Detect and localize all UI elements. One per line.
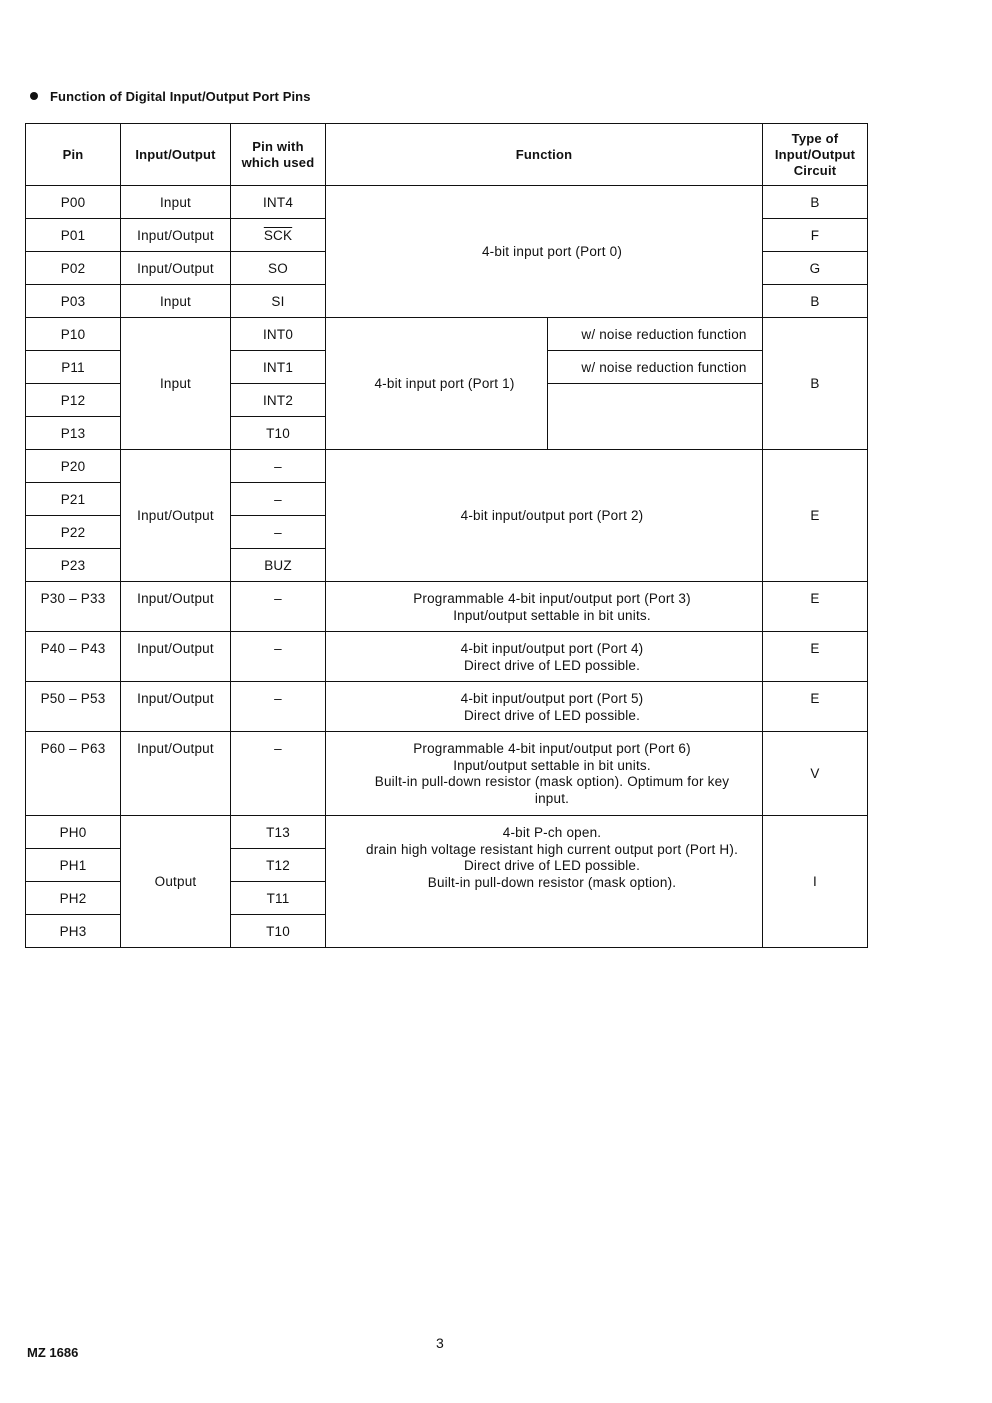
- type-cell: E: [763, 682, 868, 732]
- pin-cell: P12: [26, 384, 121, 417]
- function-cell: 4-bit P-ch open. drain high voltage resistant high current output port (Port H). Direct drive of LED possible. Built-in pull-down resistor (mask option).: [326, 816, 763, 948]
- section-heading: [30, 89, 311, 104]
- pin-cell: P22: [26, 516, 121, 549]
- io-cell: Input/Output: [121, 450, 231, 582]
- pin-with-cell: T12: [231, 849, 326, 882]
- pin-cell: P30 – P33: [26, 582, 121, 632]
- type-cell: G: [763, 252, 868, 285]
- function-cell: Programmable 4-bit input/output port (Port 3) Input/output settable in bit units.: [326, 582, 763, 632]
- page-number: 3: [436, 1335, 444, 1351]
- type-cell: B: [763, 318, 868, 450]
- col-header-io: Input/Output: [121, 124, 231, 186]
- pin-with-cell: –: [231, 632, 326, 682]
- col-header-pin: Pin: [26, 124, 121, 186]
- pin-cell: P50 – P53: [26, 682, 121, 732]
- pin-with-cell: INT4: [231, 186, 326, 219]
- pin-cell: P01: [26, 219, 121, 252]
- pin-cell: P13: [26, 417, 121, 450]
- pin-with-cell: [231, 219, 326, 252]
- io-cell: Output: [121, 816, 231, 948]
- pin-with-cell: –: [231, 450, 326, 483]
- pin-with-cell: INT0: [231, 318, 326, 351]
- pin-with-cell: BUZ: [231, 549, 326, 582]
- pin-with-cell: T13: [231, 816, 326, 849]
- io-cell: Input/Output: [121, 632, 231, 682]
- noise-reduction-note: w/ noise reduction function: [548, 351, 763, 384]
- function-cell: 4-bit input/output port (Port 2): [326, 450, 763, 582]
- pin-with-cell: INT2: [231, 384, 326, 417]
- pin-with-cell: T11: [231, 882, 326, 915]
- type-cell: E: [763, 632, 868, 682]
- noise-reduction-note: w/ noise reduction function: [548, 318, 763, 351]
- function-cell: 4-bit input port (Port 1): [326, 318, 548, 450]
- io-cell: Input/Output: [121, 732, 231, 816]
- pin-cell: P11: [26, 351, 121, 384]
- bullet-icon: [30, 92, 38, 100]
- function-cell: Programmable 4-bit input/output port (Port 6) Input/output settable in bit units. Built-in pull-down resistor (mask option). Optimum for key input.: [326, 732, 763, 816]
- io-cell: Input: [121, 285, 231, 318]
- type-cell: B: [763, 186, 868, 219]
- pin-with-cell: T10: [231, 915, 326, 948]
- blank-note-cell: [548, 384, 763, 450]
- pin-cell: PH2: [26, 882, 121, 915]
- io-cell: Input: [121, 318, 231, 450]
- pin-cell: P10: [26, 318, 121, 351]
- col-header-type: Type of Input/Output Circuit: [763, 124, 868, 186]
- table-row: [26, 816, 868, 849]
- table-row: [26, 682, 868, 732]
- pin-cell: PH3: [26, 915, 121, 948]
- pin-with-overlined: $\overline{SCK}$: [263, 227, 293, 243]
- pin-with-cell: T10: [231, 417, 326, 450]
- table-row: [26, 582, 868, 632]
- pin-cell: P02: [26, 252, 121, 285]
- pin-cell: P40 – P43: [26, 632, 121, 682]
- io-cell: Input: [121, 186, 231, 219]
- pin-with-cell: –: [231, 732, 326, 816]
- pin-cell: PH0: [26, 816, 121, 849]
- table-row: [26, 450, 868, 483]
- pin-with-cell: –: [231, 582, 326, 632]
- pin-with-cell: –: [231, 682, 326, 732]
- io-cell: Input/Output: [121, 219, 231, 252]
- pin-with-cell: INT1: [231, 351, 326, 384]
- table-row: [26, 186, 868, 219]
- pin-cell: P00: [26, 186, 121, 219]
- type-cell: B: [763, 285, 868, 318]
- type-cell: E: [763, 582, 868, 632]
- col-header-pin-with: Pin with which used: [231, 124, 326, 186]
- pin-with-cell: –: [231, 516, 326, 549]
- pin-with-cell: SI: [231, 285, 326, 318]
- pin-cell: P60 – P63: [26, 732, 121, 816]
- pin-with-cell: SO: [231, 252, 326, 285]
- function-cell: 4-bit input port (Port 0): [326, 186, 763, 318]
- pin-with-cell: –: [231, 483, 326, 516]
- table-row: [26, 732, 868, 816]
- type-cell: V: [763, 732, 868, 816]
- pin-cell: P23: [26, 549, 121, 582]
- pin-cell: PH1: [26, 849, 121, 882]
- function-cell: 4-bit input/output port (Port 4) Direct drive of LED possible.: [326, 632, 763, 682]
- io-cell: Input/Output: [121, 582, 231, 632]
- type-cell: F: [763, 219, 868, 252]
- col-header-function: Function: [326, 124, 763, 186]
- table-row: [26, 632, 868, 682]
- type-cell: E: [763, 450, 868, 582]
- section-heading-text: Function of Digital Input/Output Port Pins: [50, 89, 311, 104]
- io-cell: Input/Output: [121, 682, 231, 732]
- port-pin-table: [25, 123, 868, 948]
- function-cell: 4-bit input/output port (Port 5) Direct drive of LED possible.: [326, 682, 763, 732]
- type-cell: I: [763, 816, 868, 948]
- pin-cell: P20: [26, 450, 121, 483]
- table-row: [26, 318, 868, 351]
- pin-cell: P21: [26, 483, 121, 516]
- io-cell: Input/Output: [121, 252, 231, 285]
- document-id: MZ 1686: [27, 1345, 79, 1360]
- table-header-row: [26, 124, 868, 186]
- pin-cell: P03: [26, 285, 121, 318]
